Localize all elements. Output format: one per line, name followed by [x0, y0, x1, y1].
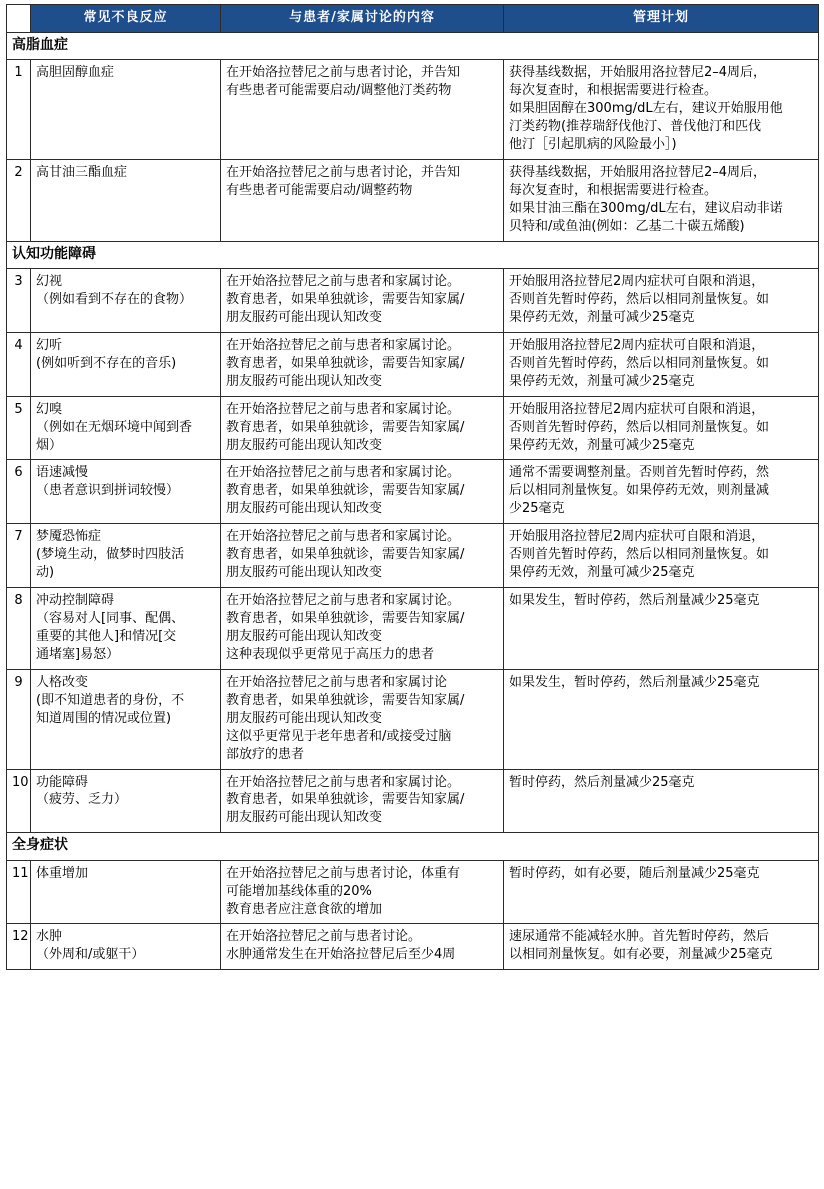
text-line: 功能障碍 [36, 774, 89, 790]
discussion-cell [221, 669, 504, 769]
text-line: 贝特和/或鱼油(例如：乙基二十碳五烯酸) [509, 218, 745, 234]
plan-cell [504, 669, 819, 769]
plan-cell [504, 269, 819, 333]
row-number: 11 [7, 860, 31, 924]
text-line: 速尿通常不能减轻水肿。首先暂时停药，然后 [509, 929, 770, 945]
table-row [7, 460, 819, 524]
text-line: 果停药无效，剂量可减少25毫克 [509, 309, 695, 325]
adverse-reaction-cell [31, 460, 221, 524]
text-line: 在开始洛拉替尼之前与患者讨论，并告知 [226, 65, 461, 81]
text-line: 否则首先暂时停药，然后以相同剂量恢复。如 [509, 355, 770, 371]
column-header-discussion: 与患者/家属讨论的内容 [221, 5, 504, 33]
text-line: 高胆固醇血症 [36, 65, 115, 81]
text-line: 梦魇恐怖症 [36, 529, 102, 545]
row-number: 1 [7, 60, 31, 160]
text-line: 烟） [36, 437, 63, 453]
text-line: 每次复查时，和根据需要进行检查。 [509, 182, 718, 198]
discussion-cell [221, 860, 504, 924]
discussion-cell [221, 60, 504, 160]
table-row [7, 924, 819, 970]
text-line: 暂时停药，然后剂量减少25毫克 [509, 774, 695, 790]
text-line: 高甘油三酯血症 [36, 164, 128, 180]
text-line: 在开始洛拉替尼之前与患者和家属讨论 [226, 674, 448, 690]
section-title: 认知功能障碍 [7, 241, 819, 268]
text-line: （容易对人[同事、配偶、 [36, 611, 185, 626]
discussion-cell [221, 924, 504, 970]
text-line: 通常不需要调整剂量。否则首先暂时停药，然 [509, 465, 770, 481]
row-number: 3 [7, 269, 31, 333]
text-line: 动) [36, 565, 55, 581]
text-line: 如果发生，暂时停药，然后剂量减少25毫克 [509, 593, 760, 609]
text-line: （外周和/或躯干） [36, 947, 145, 963]
text-line: 否则首先暂时停药，然后以相同剂量恢复。如 [509, 547, 770, 563]
adverse-reaction-cell [31, 669, 221, 769]
plan-cell [504, 332, 819, 396]
text-line: (即不知道患者的身份，不 [36, 692, 185, 708]
text-line: 教育患者，如果单独就诊，需要告知家属/ [226, 419, 465, 435]
text-line: 开始服用洛拉替尼2周内症状可自限和消退， [509, 337, 765, 353]
text-line: 有些患者可能需要启动/调整他汀类药物 [226, 83, 452, 99]
text-line: 果停药无效，剂量可减少25毫克 [509, 373, 695, 389]
text-line: 如果胆固醇在300mg/dL左右，建议开始服用他 [509, 101, 783, 117]
text-line: 在开始洛拉替尼之前与患者和家属讨论。 [226, 529, 461, 545]
text-line: 部放疗的患者 [226, 746, 305, 762]
text-line: 后以相同剂量恢复。如果停药无效，则剂量减 [509, 483, 770, 499]
text-line: 幻嗅 [36, 401, 63, 417]
table-row [7, 60, 819, 160]
text-line: 幻视 [36, 274, 63, 289]
adverse-reaction-cell [31, 269, 221, 333]
text-line: 少25毫克 [509, 501, 565, 517]
text-line: 朋友服药可能出现认知改变 [226, 710, 383, 726]
discussion-cell [221, 332, 504, 396]
table-row [7, 159, 819, 241]
adverse-reaction-cell [31, 524, 221, 588]
adverse-reaction-cell [31, 588, 221, 670]
text-line: 获得基线数据，开始服用洛拉替尼2–4周后， [509, 164, 767, 180]
row-number: 2 [7, 159, 31, 241]
text-line: 幻听 [36, 337, 63, 353]
column-header-number [7, 5, 31, 33]
text-line: 知道周围的情况或位置) [36, 710, 172, 726]
plan-cell [504, 460, 819, 524]
text-line: 暂时停药，如有必要，随后剂量减少25毫克 [509, 865, 760, 881]
discussion-cell [221, 460, 504, 524]
text-line: (例如听到不存在的音乐) [36, 355, 177, 371]
adverse-reaction-table [6, 4, 819, 970]
adverse-reaction-cell [31, 769, 221, 833]
plan-cell [504, 396, 819, 460]
adverse-reaction-cell [31, 860, 221, 924]
text-line: 教育患者，如果单独就诊，需要告知家属/ [226, 611, 465, 626]
row-number: 4 [7, 332, 31, 396]
plan-cell [504, 588, 819, 670]
column-header-adverse-reaction: 常见不良反应 [31, 5, 221, 33]
text-line: 在开始洛拉替尼之前与患者和家属讨论。 [226, 274, 461, 289]
text-line: 在开始洛拉替尼之前与患者和家属讨论。 [226, 593, 461, 609]
row-number: 6 [7, 460, 31, 524]
table-header-row [7, 5, 819, 33]
text-line: 在开始洛拉替尼之前与患者和家属讨论。 [226, 465, 461, 481]
text-line: 可能增加基线体重的20% [226, 883, 372, 899]
text-line: 教育患者应注意食欲的增加 [226, 901, 383, 917]
text-line: 重要的其他人]和情况[交 [36, 628, 177, 644]
text-line: 朋友服药可能出现认知改变 [226, 437, 383, 453]
text-line: 冲动控制障碍 [36, 593, 115, 609]
text-line: 教育患者，如果单独就诊，需要告知家属/ [226, 355, 465, 371]
plan-cell [504, 60, 819, 160]
text-line: 体重增加 [36, 865, 89, 881]
text-line: 如果发生，暂时停药，然后剂量减少25毫克 [509, 674, 760, 690]
table-row [7, 669, 819, 769]
discussion-cell [221, 396, 504, 460]
table-header [7, 5, 819, 33]
text-line: 在开始洛拉替尼之前与患者讨论。 [226, 929, 422, 945]
text-line: 朋友服药可能出现认知改变 [226, 628, 383, 644]
plan-cell [504, 159, 819, 241]
row-number: 7 [7, 524, 31, 588]
table-row [7, 860, 819, 924]
text-line: 教育患者，如果单独就诊，需要告知家属/ [226, 547, 465, 563]
table-row [7, 269, 819, 333]
text-line: 朋友服药可能出现认知改变 [226, 501, 383, 517]
section-header-row [7, 833, 819, 860]
adverse-reaction-cell [31, 396, 221, 460]
text-line: 水肿通常发生在开始洛拉替尼后至少4周 [226, 947, 456, 963]
discussion-cell [221, 588, 504, 670]
text-line: 开始服用洛拉替尼2周内症状可自限和消退， [509, 401, 765, 417]
table-row [7, 396, 819, 460]
text-line: 朋友服药可能出现认知改变 [226, 373, 383, 389]
text-line: 在开始洛拉替尼之前与患者和家属讨论。 [226, 401, 461, 417]
text-line: 果停药无效，剂量可减少25毫克 [509, 565, 695, 581]
row-number: 9 [7, 669, 31, 769]
text-line: 朋友服药可能出现认知改变 [226, 810, 383, 826]
text-line: (梦境生动，做梦时四肢活 [36, 547, 185, 563]
text-line: 朋友服药可能出现认知改变 [226, 309, 383, 325]
text-line: 语速减慢 [36, 465, 89, 481]
adverse-reaction-cell [31, 924, 221, 970]
text-line: 教育患者，如果单独就诊，需要告知家属/ [226, 291, 465, 307]
discussion-cell [221, 769, 504, 833]
section-title: 全身症状 [7, 833, 819, 860]
text-line: （例如在无烟环境中闻到香 [36, 419, 193, 435]
row-number: 10 [7, 769, 31, 833]
adverse-reaction-cell [31, 60, 221, 160]
text-line: 在开始洛拉替尼之前与患者讨论，体重有 [226, 865, 461, 881]
text-line: 每次复查时，和根据需要进行检查。 [509, 83, 718, 99]
text-line: 他汀［引起肌病的风险最小］) [509, 137, 677, 152]
text-line: 在开始洛拉替尼之前与患者和家属讨论。 [226, 337, 461, 353]
text-line: 获得基线数据，开始服用洛拉替尼2–4周后， [509, 65, 767, 81]
text-line: 朋友服药可能出现认知改变 [226, 565, 383, 581]
plan-cell [504, 769, 819, 833]
discussion-cell [221, 269, 504, 333]
row-number: 8 [7, 588, 31, 670]
table-row [7, 332, 819, 396]
adverse-reaction-cell [31, 159, 221, 241]
section-header-row [7, 32, 819, 59]
text-line: （疲劳、乏力） [36, 792, 128, 808]
text-line: 果停药无效，剂量可减少25毫克 [509, 437, 695, 453]
table-row [7, 769, 819, 833]
table-row [7, 588, 819, 670]
text-line: 这似乎更常见于老年患者和/或接受过脑 [226, 728, 452, 744]
text-line: 教育患者，如果单独就诊，需要告知家属/ [226, 483, 465, 499]
text-line: 开始服用洛拉替尼2周内症状可自限和消退， [509, 274, 765, 289]
table-row [7, 524, 819, 588]
text-line: 否则首先暂时停药，然后以相同剂量恢复。如 [509, 419, 770, 435]
text-line: 水肿 [36, 929, 63, 945]
section-title: 高脂血症 [7, 32, 819, 59]
text-line: 以相同剂量恢复。如有必要，剂量减少25毫克 [509, 947, 773, 963]
plan-cell [504, 924, 819, 970]
text-line: 在开始洛拉替尼之前与患者和家属讨论。 [226, 774, 461, 790]
text-line: 开始服用洛拉替尼2周内症状可自限和消退， [509, 529, 765, 545]
row-number: 5 [7, 396, 31, 460]
text-line: （例如看到不存在的食物） [36, 291, 193, 307]
text-line: 在开始洛拉替尼之前与患者讨论，并告知 [226, 164, 461, 180]
column-header-plan: 管理计划 [504, 5, 819, 33]
plan-cell [504, 524, 819, 588]
section-header-row [7, 241, 819, 268]
text-line: 人格改变 [36, 674, 89, 690]
text-line: 这种表现似乎更常见于高压力的患者 [226, 646, 435, 662]
row-number: 12 [7, 924, 31, 970]
table-body [7, 32, 819, 969]
text-line: 教育患者，如果单独就诊，需要告知家属/ [226, 692, 465, 708]
adverse-reaction-cell [31, 332, 221, 396]
discussion-cell [221, 159, 504, 241]
text-line: 教育患者，如果单独就诊，需要告知家属/ [226, 792, 465, 808]
text-line: 如果甘油三酯在300mg/dL左右，建议启动非诺 [509, 200, 783, 216]
text-line: （患者意识到拼词较慢） [36, 483, 180, 499]
text-line: 通堵塞]易怒） [36, 646, 120, 662]
text-line: 汀类药物(推荐瑞舒伐他汀、普伐他汀和匹伐 [509, 119, 762, 135]
text-line: 否则首先暂时停药，然后以相同剂量恢复。如 [509, 291, 770, 307]
text-line: 有些患者可能需要启动/调整药物 [226, 182, 413, 198]
discussion-cell [221, 524, 504, 588]
plan-cell [504, 860, 819, 924]
